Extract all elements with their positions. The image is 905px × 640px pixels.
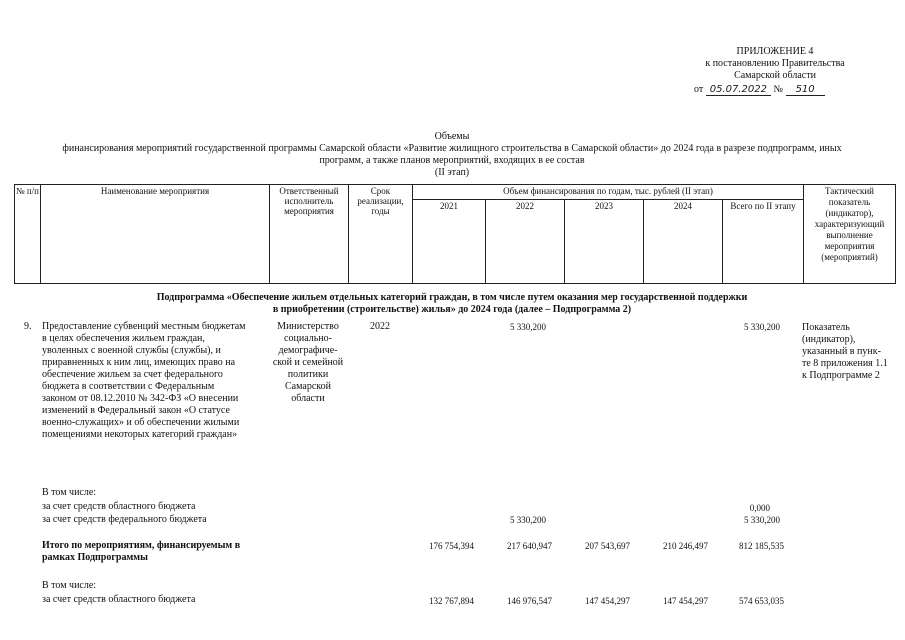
breakdown2-regional-label: за счет средств областного бюджета xyxy=(42,594,196,605)
row9-tactical-line: указанный в пунк- xyxy=(802,346,881,357)
row9-tactical-line: к Подпрограмме 2 xyxy=(802,370,880,381)
row9-tactical-line: (индикатор), xyxy=(802,334,856,345)
col-header-total: Всего по II этапу xyxy=(723,200,804,284)
col-header-responsible: Ответственный исполнитель мероприятия xyxy=(270,185,349,284)
row9-responsible-line: политики xyxy=(287,369,329,380)
breakdown1-label: В том числе: xyxy=(42,487,97,498)
total-row-label-line: Итого по мероприятиям, финансируемым в xyxy=(42,540,241,551)
date-value: 05.07.2022 xyxy=(706,84,771,96)
date-prefix: от xyxy=(694,84,704,95)
number-value: 510 xyxy=(786,84,825,96)
row9-responsible-line: социально- xyxy=(284,333,332,344)
row9-number: 9. xyxy=(24,321,32,332)
total-row-2023: 207 543,697 xyxy=(585,541,630,551)
total-row-2022: 217 640,947 xyxy=(507,541,552,551)
row9-tactical xyxy=(802,322,902,382)
col-header-2022: 2022 xyxy=(486,200,565,284)
row9-name xyxy=(42,321,272,441)
row9-name-line: военно-служащих» и об обеспечении жилыми xyxy=(42,417,240,428)
total-row-label-line: рамках Подпрограммы xyxy=(42,552,148,563)
row9-responsible-line: демографиче- xyxy=(278,345,338,356)
row9-name-line: обеспечение жильем за счет федерального xyxy=(42,369,223,380)
appendix-date-line xyxy=(694,84,864,96)
subprogram-title-line2: в приобретении (строительстве) жилья» до 2024 года (далее – Подпрограмма 2) xyxy=(272,304,632,315)
breakdown2-2024: 147 454,297 xyxy=(663,596,708,606)
total-row-2024: 210 246,497 xyxy=(663,541,708,551)
number-prefix: № xyxy=(773,84,784,95)
col-header-tactical: Тактический показатель (индикатор), характеризующий выполнение мероприятия (мероприятий) xyxy=(804,185,896,284)
doc-title-line1: Объемы xyxy=(434,131,470,142)
col-header-2024: 2024 xyxy=(644,200,723,284)
appendix-title: ПРИЛОЖЕНИЕ 4 xyxy=(736,46,814,57)
breakdown1-federal-total: 5 330,200 xyxy=(744,515,780,525)
row9-responsible xyxy=(268,321,348,405)
col-header-name: Наименование мероприятия xyxy=(41,185,270,284)
row9-name-line: приравненных к ним лиц, имеющих право на xyxy=(42,357,236,368)
row9-tactical-line: те 8 приложения 1.1 xyxy=(802,358,888,369)
total-row-2021: 176 754,394 xyxy=(429,541,474,551)
col-header-term: Срок реализации, годы xyxy=(349,185,413,284)
subprogram-title-line1: Подпрограмма «Обеспечение жильем отдельных категорий граждан, в том числе путем оказания мер государственной поддержки xyxy=(156,292,748,303)
col-header-financing: Объем финансирования по годам, тыс. рублей (II этап) xyxy=(413,185,804,200)
breakdown2-label: В том числе: xyxy=(42,580,97,591)
row9-name-line: изменений в Федеральный закон «О статусе xyxy=(42,405,230,416)
appendix-line1: к постановлению Правительства xyxy=(705,58,845,69)
row9-name-line: Предоставление субвенций местным бюджетам xyxy=(42,321,246,332)
breakdown2-2021: 132 767,894 xyxy=(429,596,474,606)
breakdown1-federal-label: за счет средств федерального бюджета xyxy=(42,514,207,525)
row9-name-line: помещениями некоторых категорий граждан» xyxy=(42,429,238,440)
col-header-number: № п/п xyxy=(15,185,41,284)
breakdown2-total: 574 653,035 xyxy=(739,596,784,606)
row9-name-line: бюджета в соответствии с Федеральным xyxy=(42,381,215,392)
doc-title-line4: (II этап) xyxy=(434,167,470,178)
row9-total-value: 5 330,200 xyxy=(744,322,780,332)
breakdown2-2023: 147 454,297 xyxy=(585,596,630,606)
row9-2022-value: 5 330,200 xyxy=(510,322,546,332)
total-row-label xyxy=(42,540,282,564)
breakdown2-2022: 146 976,547 xyxy=(507,596,552,606)
financing-table-header xyxy=(14,184,896,284)
doc-title-line3: программ, а также планов мероприятий, входящих в ее состав xyxy=(319,155,585,166)
total-row-total: 812 185,535 xyxy=(739,541,784,551)
row9-responsible-line: области xyxy=(291,393,325,404)
col-header-2021: 2021 xyxy=(413,200,486,284)
row9-term: 2022 xyxy=(370,321,390,332)
breakdown1-federal-2022: 5 330,200 xyxy=(510,515,546,525)
breakdown1-regional-label: за счет средств областного бюджета xyxy=(42,501,196,512)
row9-name-line: законом от 08.12.2010 № 342-ФЗ «О внесении xyxy=(42,393,239,404)
row9-tactical-line: Показатель xyxy=(802,322,850,333)
row9-responsible-line: Самарской xyxy=(285,381,331,392)
doc-title-line2: финансирования мероприятий государственной программы Самарской области «Развитие жилищного строительства в Самарской области» до 2024 года в разрезе подпрограмм, иных xyxy=(62,143,842,154)
appendix-line2: Самарской области xyxy=(734,70,816,81)
breakdown1-regional-total: 0,000 xyxy=(749,503,770,513)
row9-responsible-line: ской и семейной xyxy=(272,357,344,368)
col-header-2023: 2023 xyxy=(565,200,644,284)
row9-name-line: уволенных с военной службы (службы), и xyxy=(42,345,221,356)
row9-name-line: в целях обеспечения жильем граждан, xyxy=(42,333,205,344)
row9-responsible-line: Министерство xyxy=(277,321,339,332)
